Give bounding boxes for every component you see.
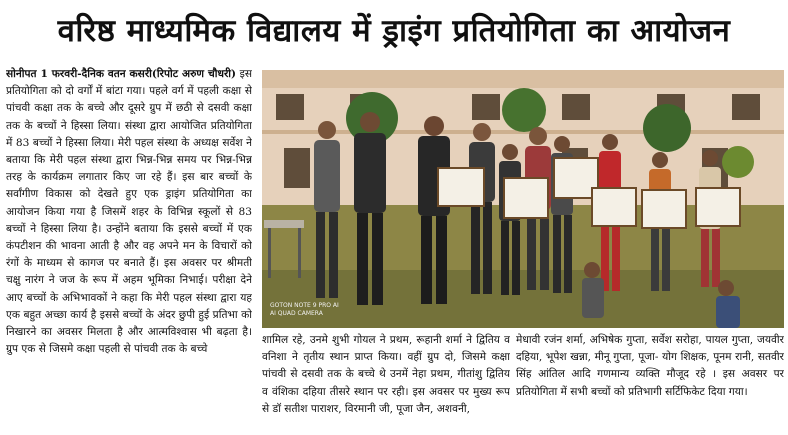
headline: वरिष्ठ माध्यमिक विद्यालय में ड्राइंग प्रतियोगिता का आयोजन [57, 13, 731, 49]
photo-illustration [262, 70, 784, 328]
watermark-line-2: AI QUAD CAMERA [270, 310, 323, 317]
article-text-left: इस प्रतियोगिता को दो वर्गों में बांटा गया। पहले वर्ग में पहली कक्षा से पांचवी कक्षा तक के बच्चे और दूसरे ग्रुप में छठी से दसवी कक्षा तक के बच्चों ने हिस्सा लिया। संस्था द्वारा आयोजित प्रतियोगिता में 83 बच्चों ने हिस्सा लिया। मेरी पहल संस्था के अध्यक्ष सर्वेश ने बताया कि मेरी पहल संस्था द्वारा भिन्न-भिन्न समय पर भिन्न-भिन्न तरह के कार्यक्रम लगातार किए जा रहे हैं। इस बार बच्चों के सर्वांगीण विकास को देखते हुए एक ड्राइंग प्रतियोगिता का आयोजन किया गया है जिसमें शहर के विभिन्न स्कूलों से 83 बच्चों ने हिस्सा लिया है। उन्होंने बताया कि इससे बच्चों में एक कंपटीशन की भावना आती है और वह अपने मन के विचारों को रंगों के माध्यम से कागज पर बनाते हैं। इस अवसर पर श्रीमती चक्षु नारंग ने जज के रूप में अहम भूमिका निभाई। परीक्षा देने आए बच्चों के अभिभावकों ने कहा कि मेरी पहल संस्था द्वारा यह एक बहुत अच्छा कार्य है इससे बच्चों के अंदर छुपी हुई प्रतिभा को निखारने का अवसर मिलता है और आत्मविश्वास भी बढ़ता है। ग्रुप एक से जिसमे कक्षा पहली से पांचवी तक के बच्चे [6, 68, 252, 356]
tree [643, 104, 691, 152]
photo-watermark [270, 302, 339, 318]
article-column-right: मेधावी रजंन शर्मा, अभिषेक गुप्ता, सर्वेश सरोहा, पायल गुप्ता, जयवीर दहिया, भूपेश खन्ना, मीनू गुप्ता, पूजा- योग शिक्षक, पूनम रानी, सतवीर सिंह आंतिल आदि गणमान्य व्यक्ति मौजूद रहे । इस अवसर पर प्रतियोगिता में सभी बच्चों को प्रतिभागी सर्टिफिकेट दिया गया। [516, 334, 784, 398]
shrub [722, 146, 754, 178]
table [264, 220, 304, 228]
article-byline: सोनीपत 1 फरवरी-दैनिक वतन कसरी(रिपोट अरुण चौधरी) [6, 68, 237, 80]
article-column-middle: शामिल रहे, उनमे शुभी गोयल ने प्रथम, रूहानी शर्मा ने द्वितिय व वनिशा ने तृतीय स्थान प्राप्त किया। वहीं ग्रुप दो, जिसमे कक्षा पांचवी से दसवी तक के बच्चे थे उनमें नेहा प्रथम, गीतांशु द्वितिय व वंशिका दहिया तीसरे स्थान पर रही। इस अवसर पर मुख्य रूप से डॉ सतीश पाराशर, विरमानी जी, पूजा जैन, अशवनी, [262, 334, 510, 415]
watermark-line-1: GOTON NOTE 9 PRO AI [270, 302, 339, 309]
article-column-left [6, 66, 252, 432]
news-photo [262, 70, 784, 328]
tree [502, 88, 546, 132]
